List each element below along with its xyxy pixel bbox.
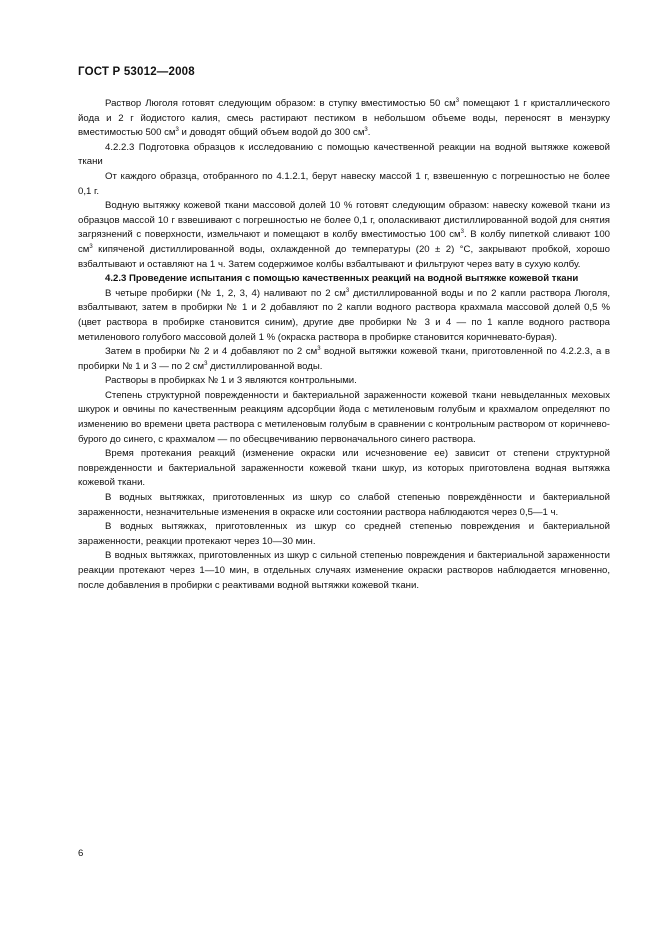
text-run: дистиллированной воды. [207,360,323,372]
text-run: Степень структурной поврежденности и бактериальной зараженности кожевой ткани невыделанных меховых шкурок и овчины по качественным реакциям адсорбции йода с метиленовым голубым и крахмалом определяют по изменению во времени цвета раствора с метиленовым голубым в сравнении с контрольным раствором от коричнево-бурого до синего, с крахмалом — по обесцвечиванию первоначального синего раствора. [78,389,610,445]
text-run: Растворы в пробирках № 1 и 3 являются контрольными. [105,375,357,387]
paragraph [78,520,610,549]
paragraph [78,97,610,141]
paragraph [78,287,610,345]
superscript: 3 [455,97,460,104]
text-run: Затем в пробирки № 2 и 4 добавляют по 2 см [105,346,318,358]
superscript: 3 [89,243,93,250]
text-run: водной вытяжки кожевой ткани, приготовленной по 4.2.2.3, а в пробирки № 1 и 3 — по 2 см [78,346,610,372]
text-run: и доводят общий объем водой до 300 см [178,127,365,139]
text-run: дистиллированной воды и по 2 капли раствора Люголя, взбалтывают, затем в пробирки № 1 и 2 добавляют по 2 капли водного раствора крахмала массовой долей 0,5 % (цвет раствора в пробирке становится синим), другие две пробирки № 3 и 4 — по 1 капле водного раствора метиленового голубого массовой долей 1 % (окраска раствора в пробирке становится коричневато-бурая). [78,287,610,343]
text-run: Водную вытяжку кожевой ткани массовой долей 10 % готовят следующим образом: навеску кожевой ткани из образцов массой 10 г взвешивают с погрешностью не более 0,1 г, ополаскивают дистиллированной водой для снятия загрязнений с поверхности, измельчают и помещают в колбу вместимостью 100 см [78,200,610,241]
text-run: В четыре пробирки (№ 1, 2, 3, 4) наливают по 2 см [105,287,346,299]
superscript: 3 [317,345,321,352]
document-body [78,97,610,593]
page-number: 6 [78,848,84,859]
text-run: В водных вытяжках, приготовленных из шкур с сильной степенью повреждения и бактериальной зараженности реакции протекают через 1—10 мин, в отдельных случаях изменение окраски растворов наблюдается мгновенно, после добавления в пробирки с реактивами водной вытяжки кожевой ткани. [78,550,610,591]
text-run: Раствор Люголя готовят следующим образом: в ступку вместимостью 50 см [105,98,456,109]
superscript: 3 [364,127,368,133]
paragraph [78,374,610,389]
paragraph [78,447,610,491]
paragraph [78,491,610,520]
paragraph [78,272,610,287]
superscript: 3 [345,287,350,294]
text-run: помещают 1 г кристаллического йода и 2 г йодистого калия, смесь растирают пестиком в небольшом объеме воды, переносят в мензурку вместимостью 500 см [78,98,610,139]
superscript: 3 [460,229,464,236]
text-run: От каждого образца, отобранного по 4.1.2.1, берут навеску массой 1 г, взвешенную с погрешностью не более 0,1 г. [78,170,610,197]
text-run: кипяченой дистиллированной воды, охлажденной до температуры (20 ± 2) °С, закрывают пробкой, хорошо взбалтывают и оставляют на 1 ч. Затем содержимое колбы взбалтывают и фильтруют через вату в сухую колбу. [78,243,610,270]
superscript: 3 [204,360,208,367]
text-run: 4.2.2.3 Подготовка образцов к исследованию с помощью качественной реакции на водной вытяжке кожевой ткани [78,141,610,168]
text-run: . [367,127,371,139]
paragraph [78,170,610,199]
text-run: 4.2.3 Проведение испытания с помощью качественных реакций на водной вытяжке кожевой ткани [105,273,579,285]
text-run: . В колбу пипеткой сливают 100 см [78,229,611,255]
paragraph [78,141,610,170]
paragraph [78,389,610,447]
text-run: В водных вытяжках, приготовленных из шкур со слабой степенью повреждённости и бактериальной зараженности, незначительные изменения в окраске или состоянии раствора наблюдаются через 0,5—1 ч. [78,492,610,518]
paragraph [78,345,610,374]
text-run: В водных вытяжках, приготовленных из шкур со средней степенью повреждения и бактериальной зараженности, реакции протекают через 10—30 мин. [78,521,610,547]
paragraph [78,549,610,593]
document-header: ГОСТ Р 53012—2008 [78,66,195,78]
text-run: Время протекания реакций (изменение окраски или исчезновение ее) зависит от степени структурной поврежденности и бактериальной зараженности кожевой ткани шкур, из которых приготовлена водная вытяжка кожевой ткани. [78,448,610,489]
superscript: 3 [175,127,179,133]
paragraph [78,199,610,272]
